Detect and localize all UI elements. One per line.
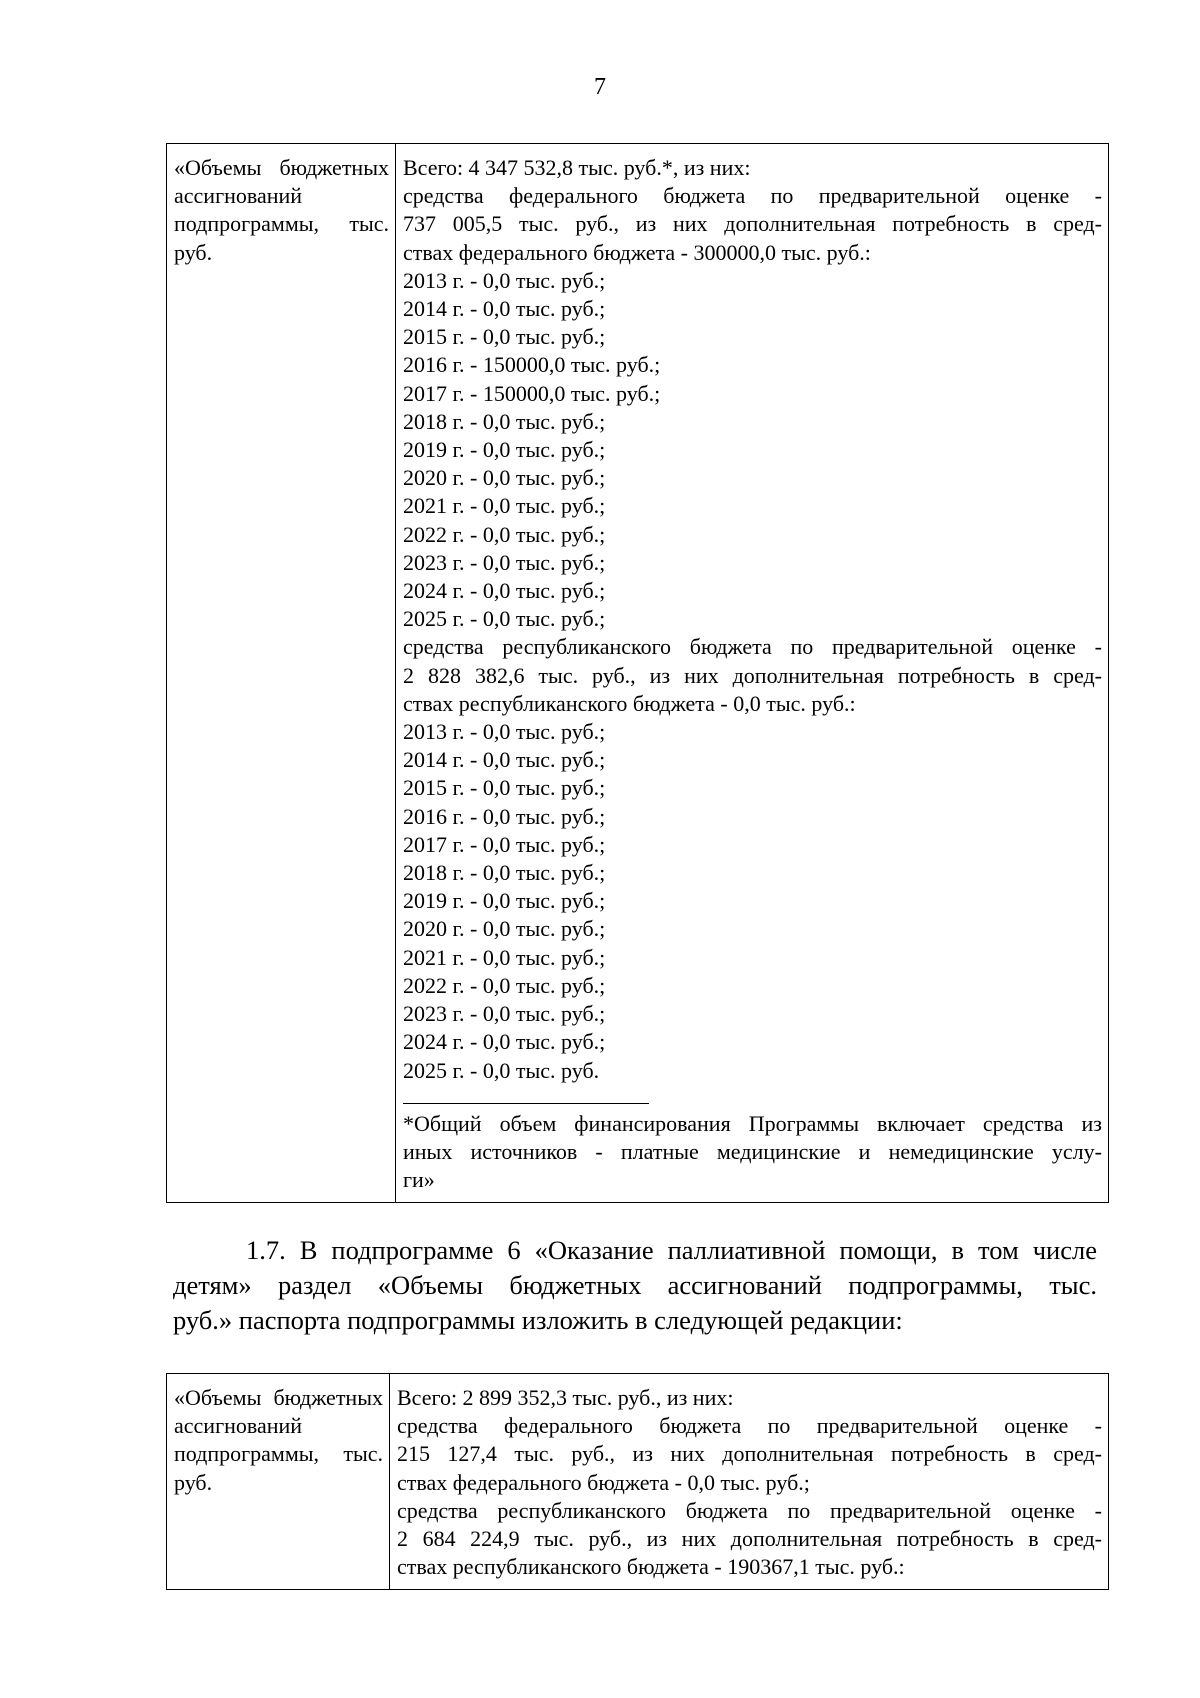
text-line: средства федерального бюджета по предварительной оценке - [397,1413,1102,1439]
text-line: ги» [403,1167,435,1193]
text-line: 2021 г. - 0,0 тыс. руб.; [403,493,606,519]
text-line: 2017 г. - 150000,0 тыс. руб.; [403,380,661,406]
section-paragraph [173,1233,1097,1338]
text-line: 2013 г. - 0,0 тыс. руб.; [403,719,606,745]
page-number: 7 [594,74,606,100]
text-line: 2022 г. - 0,0 тыс. руб.; [403,521,606,547]
text-line: 215 127,4 тыс. руб., из них дополнительная потребность в сред- [397,1441,1102,1467]
table-2-lines [397,1384,1102,1581]
text-line: средства федерального бюджета по предварительной оценке - [403,183,1102,209]
text-line: 2023 г. - 0,0 тыс. руб.; [403,1001,606,1027]
text-line: 2015 г. - 0,0 тыс. руб.; [403,775,606,801]
text-line: 2018 г. - 0,0 тыс. руб.; [403,408,606,434]
text-line: 2024 г. - 0,0 тыс. руб.; [403,578,606,604]
text-line: 2020 г. - 0,0 тыс. руб.; [403,465,606,491]
text-line: Всего: 4 347 532,8 тыс. руб.*, из них: [403,155,751,180]
text-line: 737 005,5 тыс. руб., из них дополнительная потребность в сред- [403,211,1102,237]
text-line: 2014 г. - 0,0 тыс. руб.; [403,747,606,773]
text-line: средства республиканского бюджета по предварительной оценке - [397,1497,1102,1523]
text-line: 2022 г. - 0,0 тыс. руб.; [403,972,606,998]
text-line: 2 828 382,6 тыс. руб., из них дополнительная потребность в сред- [403,662,1102,688]
text-line: 2016 г. - 150000,0 тыс. руб.; [403,352,661,378]
text-line: 2014 г. - 0,0 тыс. руб.; [403,296,606,322]
table-1-label-cell [167,144,396,1203]
budget-table-1 [166,143,1109,1203]
text-line: иных источников - платные медицинские и немедицинские услу- [403,1138,1102,1164]
text-line: 2020 г. - 0,0 тыс. руб.; [403,916,606,942]
text-line: 2016 г. - 0,0 тыс. руб.; [403,803,606,829]
text-line: 2023 г. - 0,0 тыс. руб.; [403,549,606,575]
text-line: ствах республиканского бюджета - 0,0 тыс. руб.: [403,690,856,716]
table-1-footnote [403,1110,1102,1195]
text-line: *Общий объем финансирования Программы включает средства из [403,1110,1102,1136]
paragraph-line: руб.» паспорта подпрограммы изложить в следующей редакции: [173,1305,903,1335]
text-line: 2025 г. - 0,0 тыс. руб. [403,1057,600,1083]
table-1-content-cell [396,144,1109,1203]
budget-table-2 [166,1373,1109,1590]
text-line: 2021 г. - 0,0 тыс. руб.; [403,944,606,970]
table-2-label-cell [167,1374,390,1590]
text-line: 2013 г. - 0,0 тыс. руб.; [403,267,606,293]
text-line: 2018 г. - 0,0 тыс. руб.; [403,860,606,886]
paragraph-line: 1.7. В подпрограмме 6 «Оказание паллиативной помощи, в том числе [246,1235,1097,1265]
text-line: 2 684 224,9 тыс. руб., из них дополнительная потребность в сред- [397,1526,1102,1552]
text-line: 2025 г. - 0,0 тыс. руб.; [403,606,606,632]
table-1-label: «Объемы бюджетных ассигнований подпрограммы, тыс. руб. [174,155,389,265]
text-line: средства республиканского бюджета по предварительной оценке - [403,634,1102,660]
table-2-content-cell [390,1374,1109,1590]
text-line: ствах республиканского бюджета - 190367,1 тыс. руб.: [397,1554,905,1580]
text-line: 2015 г. - 0,0 тыс. руб.; [403,324,606,350]
text-line: 2019 г. - 0,0 тыс. руб.; [403,437,606,463]
text-line: 2024 г. - 0,0 тыс. руб.; [403,1029,606,1055]
text-line: ствах федерального бюджета - 0,0 тыс. руб.; [397,1469,810,1495]
table-1-lines [403,154,1102,1085]
table-row [167,144,1109,1203]
text-line: ствах федерального бюджета - 300000,0 тыс. руб.: [403,239,871,265]
paragraph-line: детям» раздел «Объемы бюджетных ассигнований подпрограммы, тыс. [173,1270,1097,1300]
text-line: 2019 г. - 0,0 тыс. руб.; [403,888,606,914]
table-row [167,1374,1109,1590]
table-2-label: «Объемы бюджетных ассигнований подпрограммы, тыс. руб. [174,1385,383,1495]
footnote-separator [403,1103,649,1104]
text-line: Всего: 2 899 352,3 тыс. руб., из них: [397,1385,734,1410]
text-line: 2017 г. - 0,0 тыс. руб.; [403,831,606,857]
